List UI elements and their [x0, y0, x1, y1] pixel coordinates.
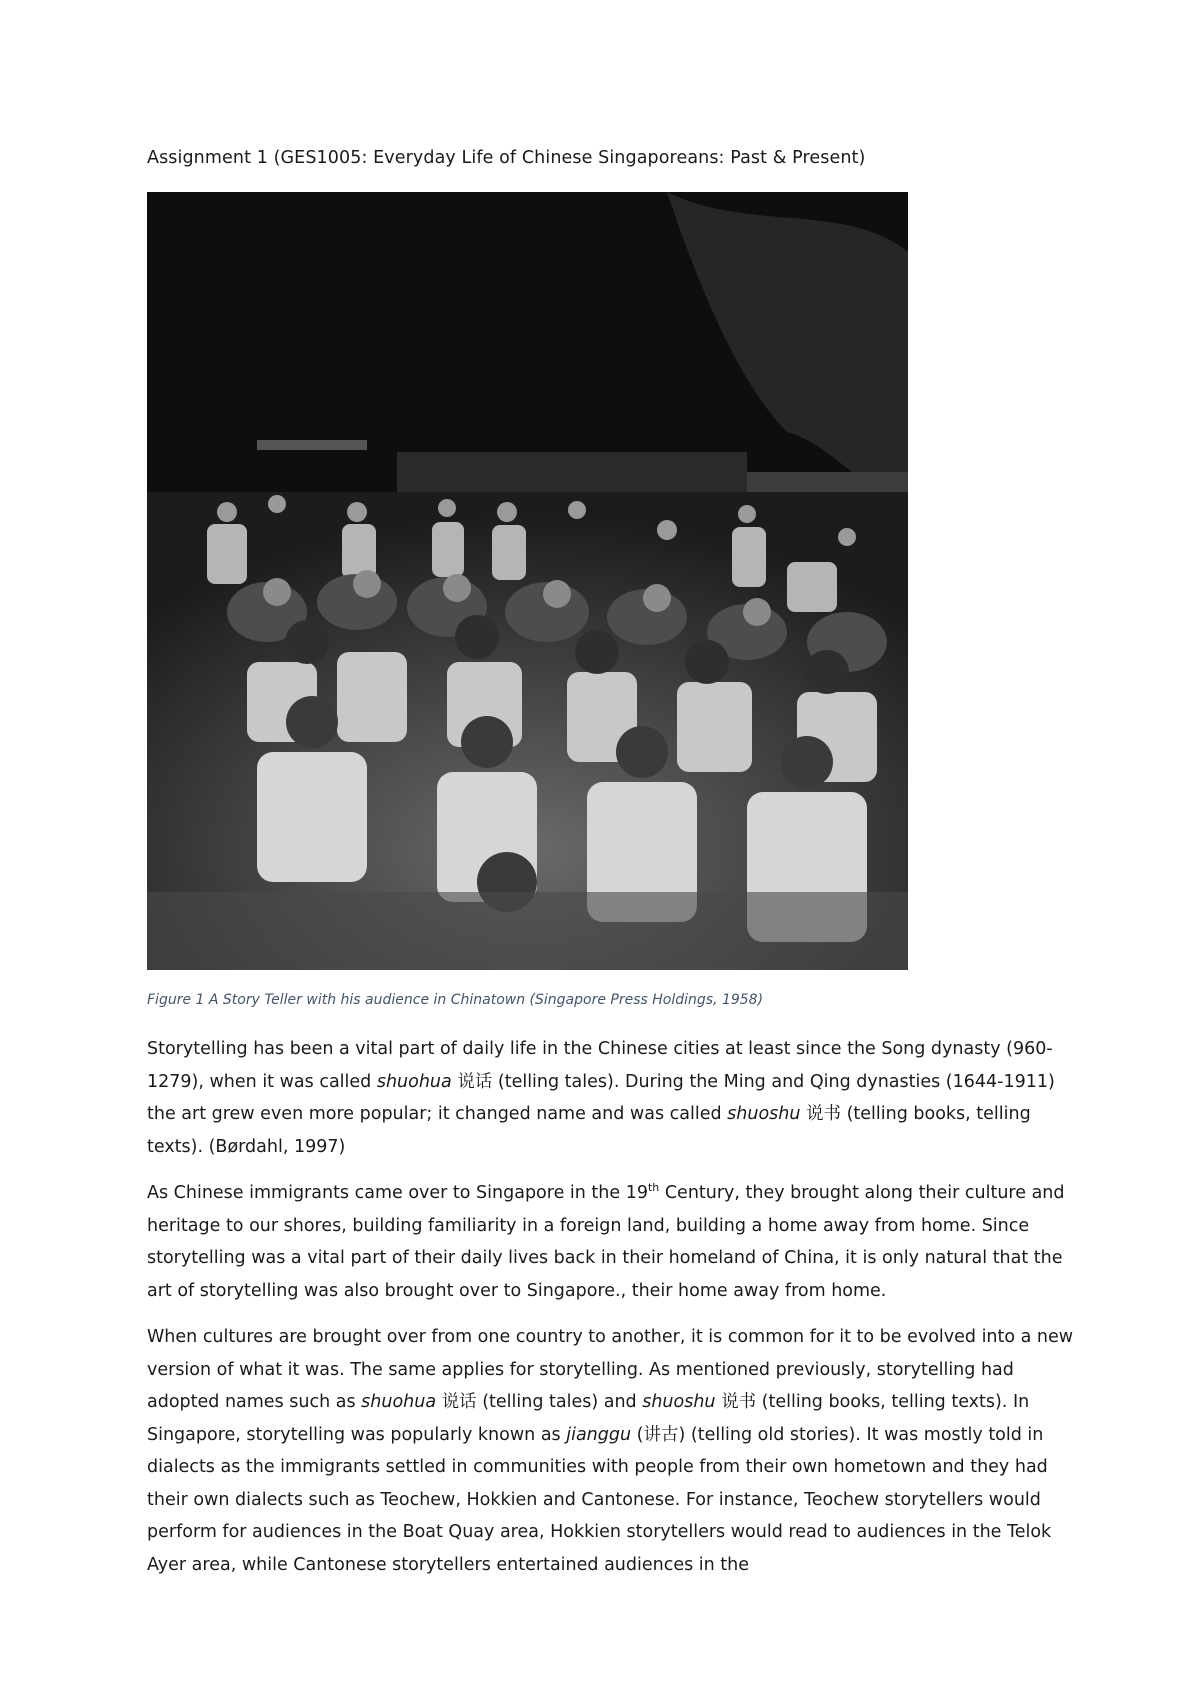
paragraph-dialects: [147, 1321, 1077, 1581]
term-shuoshu: shuoshu: [727, 1104, 801, 1124]
paragraph-text: When cultures are brought over from one country to another, it is common for it to be evolved into a new version of what it was. The same applies for storytelling. As mentioned previously, storytelling had adopted names such as: [147, 1327, 1074, 1412]
superscript-th: th: [647, 1181, 660, 1195]
body-text: [147, 1033, 1077, 1595]
term-shuohua: shuohua: [361, 1392, 437, 1412]
term-shuohua: shuohua: [376, 1071, 452, 1092]
paragraph-text: 说话 (telling tales). During the Ming and Qing dynasties (1644-1911) the art grew even more popular; it changed name and was called: [147, 1071, 1055, 1124]
paragraph-text: 说话 (telling tales) and: [436, 1392, 643, 1412]
figure-caption: Figure 1 A Story Teller with his audience in Chinatown (Singapore Press Holdings, 1958): [147, 992, 764, 1008]
paragraph-text: As Chinese immigrants came over to Singapore in the 19: [147, 1183, 648, 1203]
paragraph-immigrants: [147, 1177, 1077, 1307]
paragraph-text: 说书 (telling books, telling texts). (Børdahl, 1997): [147, 1104, 1031, 1157]
paragraph-song-dynasty: [147, 1033, 1077, 1163]
paragraph-text: 说书 (telling books, telling texts). In Singapore, storytelling was popularly known as: [147, 1392, 1030, 1445]
page-title: Assignment 1 (GES1005: Everyday Life of Chinese Singaporeans: Past & Present): [147, 148, 866, 168]
term-jianggu: jianggu: [566, 1424, 632, 1445]
paragraph-text: Storytelling has been a vital part of daily life in the Chinese cities at least since the Song dynasty (960-1279), when it was called: [147, 1039, 1053, 1092]
storyteller-photo: [147, 192, 908, 970]
paragraph-text: (讲古) (telling old stories). It was mostly told in dialects as the immigrants settled in communities with people from their own hometown and they had their own dialects such as Teochew, Hokkien and Cantonese. For instance, Teochew storytellers would perform for audiences in the Boat Quay area, Hokkien storytellers would read to audiences in the Telok Ayer area, while Cantonese storytellers entertained audiences in the: [147, 1424, 1052, 1575]
paragraph-text: Century, they brought along their culture and heritage to our shores, building familiarity in a foreign land, building a home away from home. Since storytelling was a vital part of their daily lives back in their homeland of China, it is only natural that the art of storytelling was also brought over to Singapore., their home away from home.: [147, 1183, 1065, 1301]
term-shuoshu: shuoshu: [642, 1392, 716, 1412]
